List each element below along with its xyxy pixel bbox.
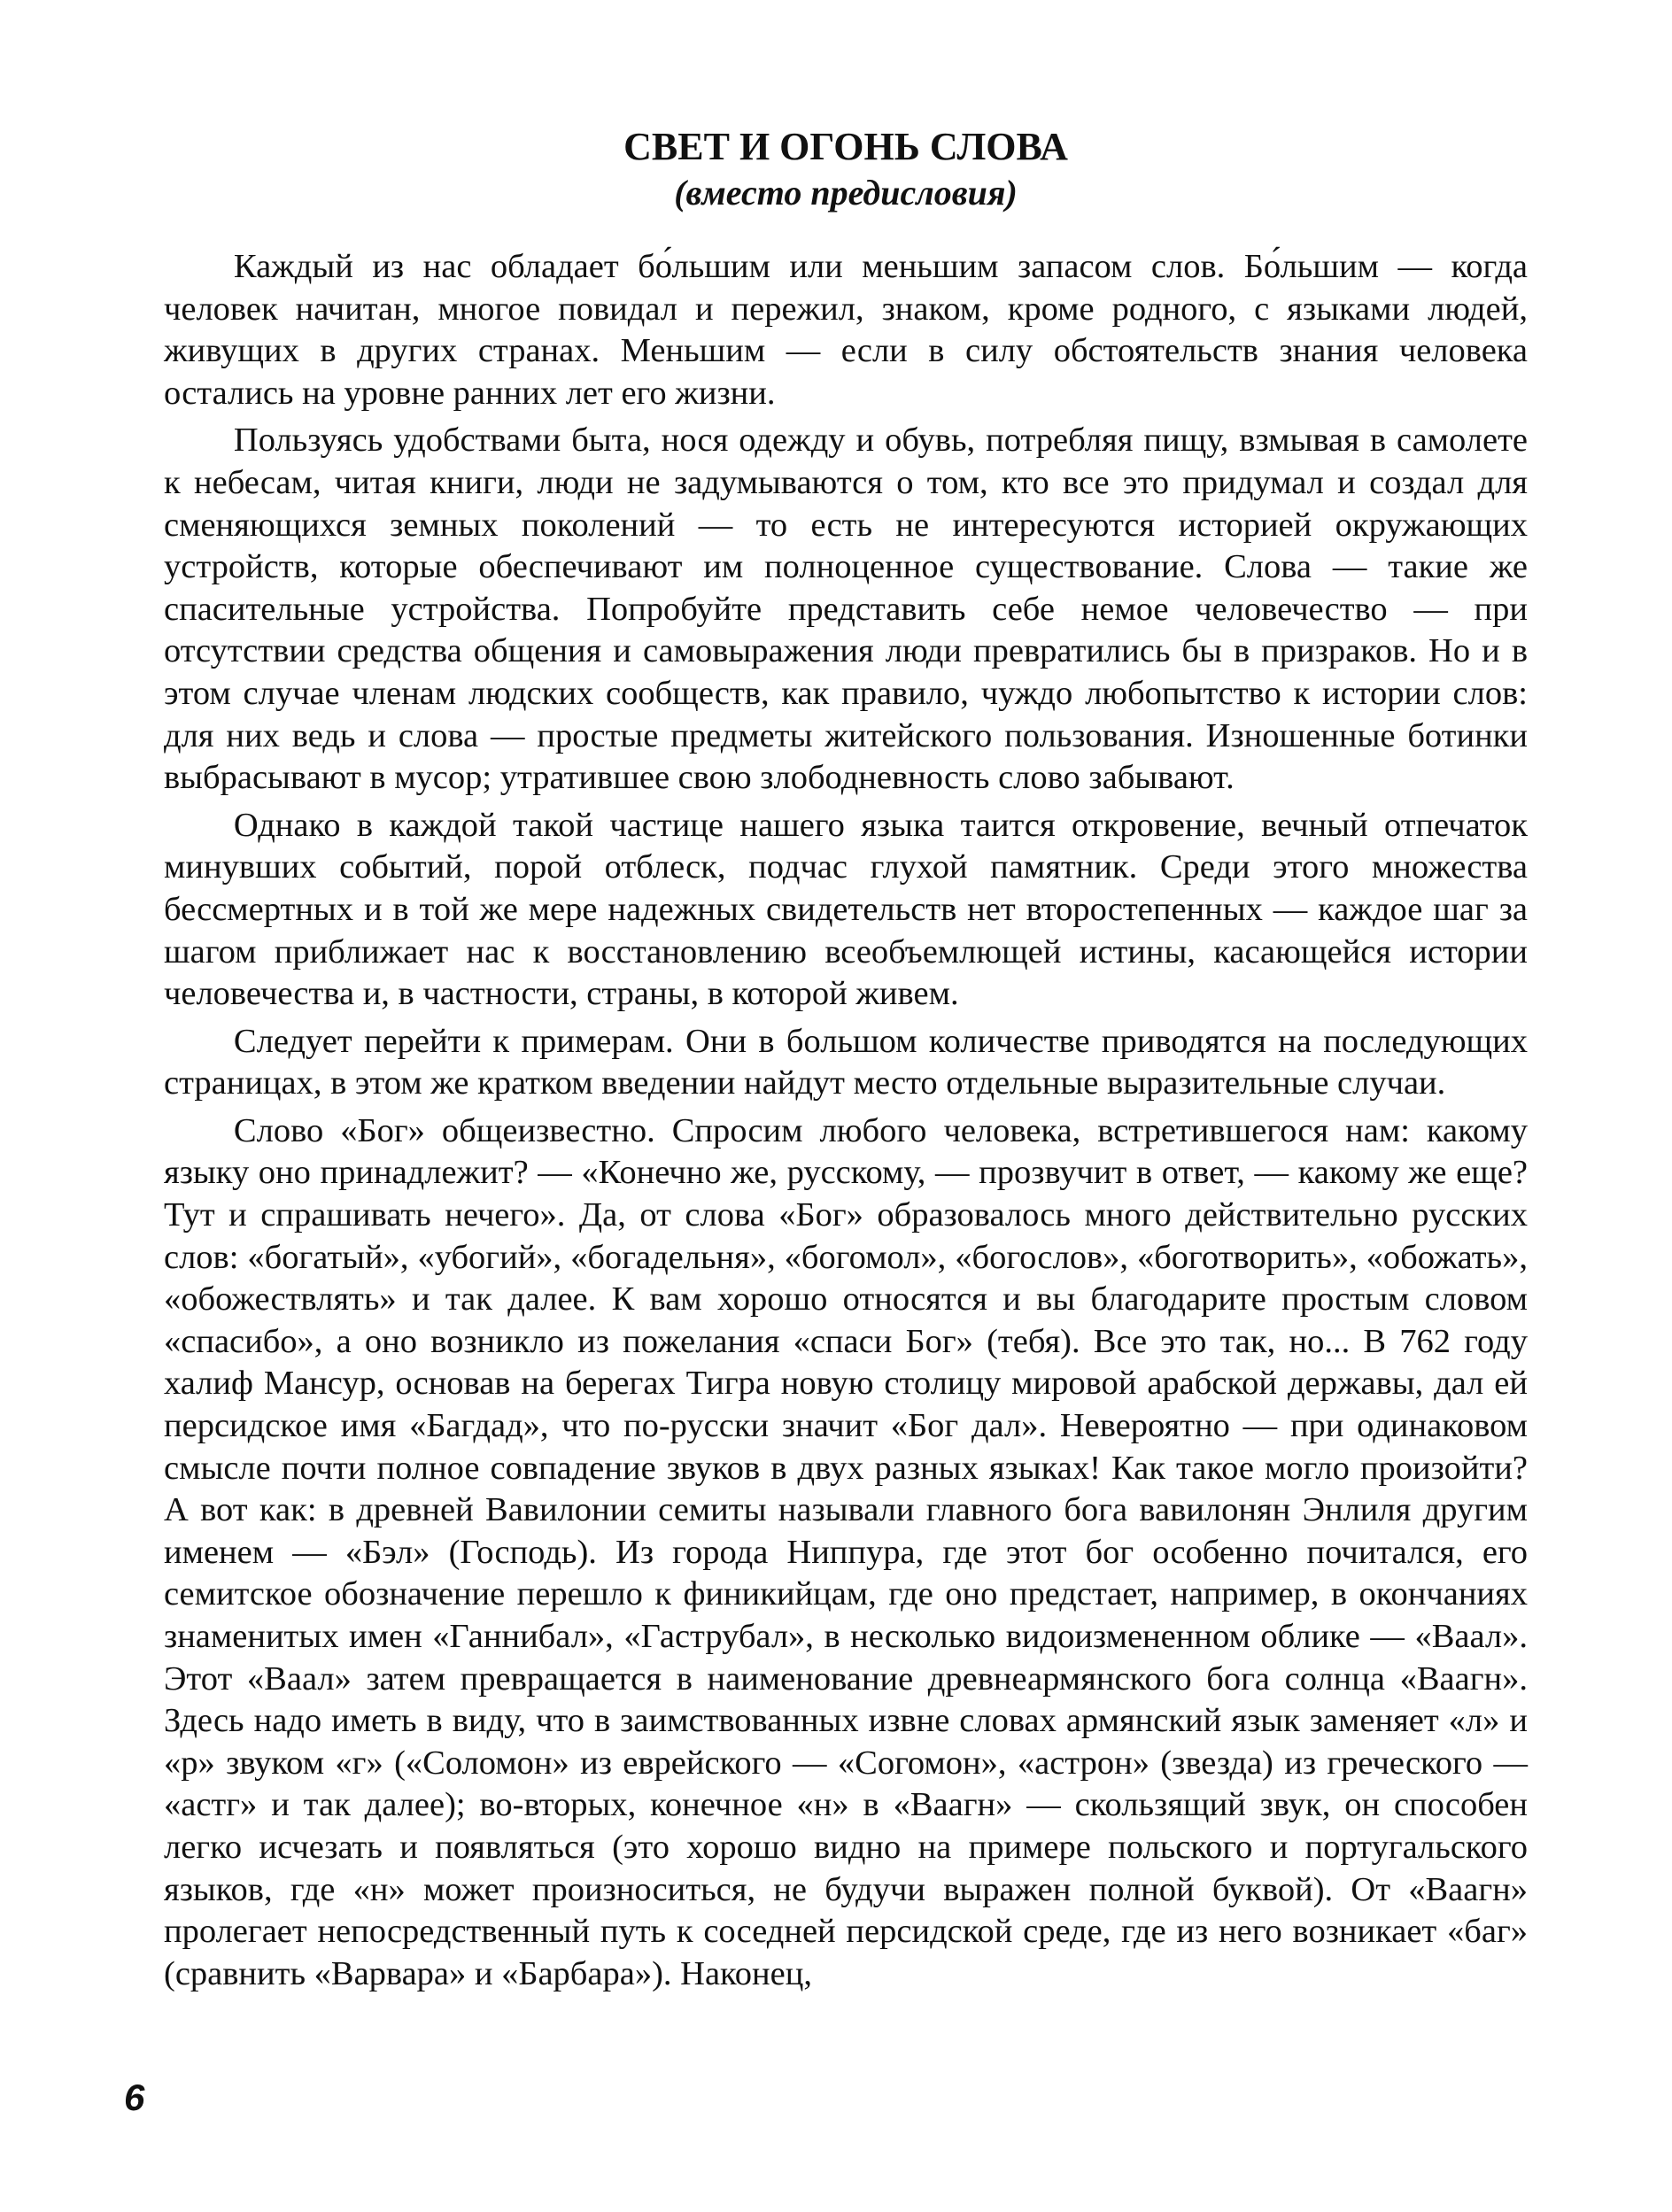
body-text bbox=[164, 246, 1528, 1995]
paragraph: Пользуясь удобствами быта, нося одежду и обувь, потребляя пищу, взмывая в самолете к небесам, читая книги, люди не задумываются о том, кто все это придумал и создал для сменяющихся земных поколений — то есть не интересуются историей окружающих устройств, которые обеспечивают им полноценное существование. Слова — такие же спасительные устройства. Попробуйте представить себе немое человечество — при отсутствии средства общения и самовыражения люди превратились бы в призраков. Но и в этом случае членам людских сообществ, как правило, чуждо любопытство к истории слов: для них ведь и слова — простые предметы житейского пользования. Изношенные ботинки выбрасывают в мусор; утратившее свою злободневность слово забывают. bbox=[164, 422, 1528, 797]
paragraph: Следует перейти к примерам. Они в большом количестве приводятся на последующих страницах, в этом же кратком введении найдут место отдельные выразительные случаи. bbox=[164, 1022, 1528, 1102]
page-subtitle: (вместо предисловия) bbox=[674, 173, 1018, 213]
page-title: СВЕТ И ОГОНЬ СЛОВА bbox=[623, 125, 1068, 168]
page-number: 6 bbox=[124, 2077, 145, 2118]
paragraph: Каждый из нас обладает бо́льшим или меньшим запасом слов. Бо́льшим — когда человек начитан, многое повидал и пережил, знаком, кроме родного, с языками людей, живущих в других странах. Меньшим — если в силу обстоятельств знания человека остались на уровне ранних лет его жизни. bbox=[164, 248, 1528, 412]
paragraph: Слово «Бог» общеизвестно. Спросим любого человека, встретившегося нам: какому языку оно принадлежит? — «Конечно же, русскому, — прозвучит в ответ, — какому же еще? Тут и спрашивать нечего». Да, от слова «Бог» образовалось много действительно русских слов: «богатый», «убогий», «богадельня», «богомол», «богослов», «боготворить», «обожать», «обожествлять» и так далее. К вам хорошо относятся и вы благодарите простым словом «спасибо», а оно возникло из пожелания «спаси Бог» (тебя). Все это так, но... В 762 году халиф Мансур, основав на берегах Тигра новую столицу мировой арабской державы, дал ей персидское имя «Багдад», что по-русски значит «Бог дал». Невероятно — при одинаковом смысле почти полное совпадение звуков в двух разных языках! Как такое могло произойти? А вот как: в древней Вавилонии семиты называли главного бога вавилонян Энлиля другим именем — «Бэл» (Господь). Из города Ниппура, где этот бог особенно почитался, его семитское обозначение перешло к финикийцам, где оно предстает, например, в окончаниях знаменитых имен «Ганнибал», «Гаструбал», в несколько видоизмененном облике — «Ваал». Этот «Ваал» затем превращается в наименование древнеармянского бога солнца «Ваагн». Здесь надо иметь в виду, что в заимствованных извне словах армянский язык заменяет «л» и «р» звуком «г» («Соломон» из еврейского — «Согомон», «астрон» (звезда) из греческого — «астг» и так далее); во-вторых, конечное «н» в «Ваагн» — скользящий звук, он способен легко исчезать и появляться (это хорошо видно на примере польского и португальского языков, где «н» может произноситься, не будучи выражен полной буквой). От «Ваагн» пролегает непосредственный путь к соседней персидской среде, где из него возникает «баг» (сравнить «Варвара» и «Барбара»). Наконец, bbox=[164, 1111, 1528, 1992]
page-content bbox=[164, 124, 1528, 2161]
paragraph: Однако в каждой такой частице нашего языка таится откровение, вечный отпечаток минувших событий, порой отблеск, подчас глухой памятник. Среди этого множества бессмертных и в той же мере надежных свидетельств нет второстепенных — каждое шаг за шагом приближает нас к восстановлению всеобъемлющей истины, касающейся истории человечества и, в частности, страны, в которой живем. bbox=[164, 806, 1528, 1013]
